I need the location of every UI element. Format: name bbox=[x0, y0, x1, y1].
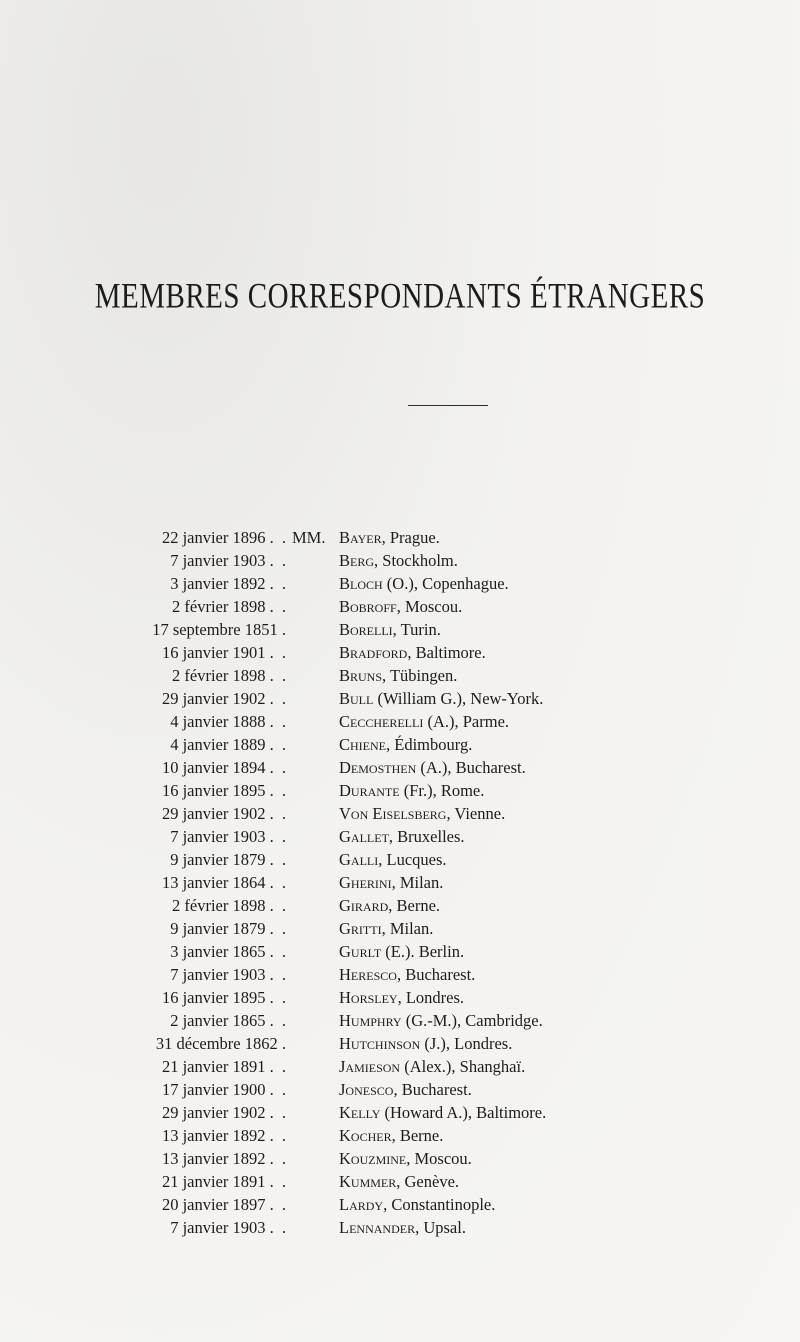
election-date bbox=[118, 986, 288, 1009]
member-name: Bradford bbox=[339, 643, 408, 662]
member-entry bbox=[339, 756, 526, 779]
member-name: Kummer bbox=[339, 1172, 397, 1191]
election-date bbox=[118, 549, 288, 572]
election-date-text: 13 janvier 1892 bbox=[161, 1149, 266, 1168]
member-detail: , Upsal. bbox=[415, 1218, 466, 1237]
election-date bbox=[118, 1078, 288, 1101]
member-detail: , Constantinople. bbox=[383, 1195, 496, 1214]
list-item bbox=[0, 963, 800, 986]
leader-dots: . . bbox=[269, 643, 288, 662]
member-detail: , Berne. bbox=[388, 896, 441, 915]
election-date-text: 17 janvier 1900 bbox=[161, 1080, 266, 1099]
list-item bbox=[0, 1055, 800, 1078]
member-detail: (E.). Berlin. bbox=[381, 942, 465, 961]
member-entry bbox=[339, 1009, 543, 1032]
election-date bbox=[118, 848, 288, 871]
election-date bbox=[118, 710, 288, 733]
leader-dots: . . bbox=[269, 1149, 288, 1168]
election-date-text: 16 janvier 1895 bbox=[161, 988, 266, 1007]
list-item bbox=[0, 825, 800, 848]
member-entry bbox=[339, 779, 484, 802]
leader-dots: . . bbox=[269, 942, 288, 961]
member-name: Kocher bbox=[339, 1126, 392, 1145]
member-detail: , Turin. bbox=[392, 620, 441, 639]
member-detail: (Alex.), Shanghaï. bbox=[400, 1057, 526, 1076]
member-name: Kouzmine bbox=[339, 1149, 407, 1168]
leader-dots: . . bbox=[269, 1011, 288, 1030]
election-date-text: 31 décembre 1862 bbox=[155, 1034, 278, 1053]
leader-dots: . . bbox=[269, 574, 288, 593]
list-item bbox=[0, 1147, 800, 1170]
member-name: Gurlt bbox=[339, 942, 382, 961]
election-date bbox=[118, 664, 288, 687]
list-item bbox=[0, 664, 800, 687]
leader-dots: . . bbox=[269, 1172, 288, 1191]
member-name: Bloch bbox=[339, 574, 383, 593]
member-name: Berg bbox=[339, 551, 375, 570]
member-name: Heresco bbox=[339, 965, 397, 984]
election-date-text: 4 janvier 1888 bbox=[170, 712, 266, 731]
list-item bbox=[0, 917, 800, 940]
member-entry bbox=[339, 894, 440, 917]
member-detail: (J.), Londres. bbox=[420, 1034, 513, 1053]
member-detail: , Bruxelles. bbox=[388, 827, 465, 846]
election-date-text: 21 janvier 1891 bbox=[161, 1057, 266, 1076]
list-item bbox=[0, 1124, 800, 1147]
leader-dots: . . bbox=[269, 827, 288, 846]
member-entry bbox=[339, 871, 443, 894]
member-detail: , Bucharest. bbox=[396, 965, 476, 984]
member-name: Durante bbox=[339, 781, 400, 800]
member-entry bbox=[339, 687, 543, 710]
member-entry bbox=[339, 917, 433, 940]
member-name: Ceccherelli bbox=[339, 712, 424, 731]
election-date bbox=[118, 940, 288, 963]
member-detail: , Vienne. bbox=[446, 804, 506, 823]
member-name: Gherini bbox=[339, 873, 392, 892]
leader-dots: . . bbox=[269, 896, 288, 915]
list-item bbox=[0, 1170, 800, 1193]
leader-dots: . . bbox=[269, 919, 288, 938]
list-item bbox=[0, 894, 800, 917]
member-entry bbox=[339, 618, 441, 641]
member-entry bbox=[339, 1216, 466, 1239]
member-detail: (O.), Copenhague. bbox=[382, 574, 509, 593]
leader-dots: . . bbox=[269, 735, 288, 754]
member-name: Lennander bbox=[339, 1218, 416, 1237]
member-entry bbox=[339, 986, 464, 1009]
election-date-text: 2 février 1898 bbox=[172, 597, 266, 616]
election-date bbox=[118, 733, 288, 756]
member-list bbox=[0, 526, 800, 1239]
list-item bbox=[0, 871, 800, 894]
election-date bbox=[118, 1170, 288, 1193]
election-date-text: 29 janvier 1902 bbox=[161, 1103, 266, 1122]
member-detail: , Stockholm. bbox=[374, 551, 458, 570]
list-item bbox=[0, 940, 800, 963]
member-entry bbox=[339, 710, 509, 733]
member-name: Kelly bbox=[339, 1103, 381, 1122]
member-detail: (A.), Parme. bbox=[423, 712, 510, 731]
title-rule bbox=[408, 405, 488, 406]
list-item bbox=[0, 618, 800, 641]
election-date-text: 13 janvier 1864 bbox=[161, 873, 266, 892]
leader-dots: . . bbox=[269, 1126, 288, 1145]
list-item bbox=[0, 572, 800, 595]
leader-dots: . bbox=[281, 620, 288, 639]
election-date bbox=[118, 687, 288, 710]
leader-dots: . . bbox=[269, 804, 288, 823]
election-date bbox=[118, 618, 288, 641]
leader-dots: . . bbox=[269, 1057, 288, 1076]
member-name: Demosthen bbox=[339, 758, 417, 777]
leader-dots: . . bbox=[269, 666, 288, 685]
member-detail: (William G.), New-York. bbox=[373, 689, 544, 708]
list-item bbox=[0, 1216, 800, 1239]
list-item bbox=[0, 1101, 800, 1124]
leader-dots: . . bbox=[269, 551, 288, 570]
list-item bbox=[0, 1032, 800, 1055]
list-item bbox=[0, 526, 800, 549]
member-name: Bull bbox=[339, 689, 374, 708]
page-title: MEMBRES CORRESPONDANTS ÉTRANGERS bbox=[94, 276, 706, 316]
member-entry bbox=[339, 1147, 472, 1170]
election-date bbox=[118, 1009, 288, 1032]
election-date bbox=[118, 825, 288, 848]
leader-dots: . . bbox=[269, 689, 288, 708]
election-date-text: 17 septembre 1851 bbox=[152, 620, 278, 639]
member-entry bbox=[339, 1032, 512, 1055]
leader-dots: . . bbox=[269, 873, 288, 892]
election-date-text: 13 janvier 1892 bbox=[161, 1126, 266, 1145]
member-detail: , Baltimore. bbox=[407, 643, 486, 662]
election-date-text: 29 janvier 1902 bbox=[161, 689, 266, 708]
election-date-text: 20 janvier 1897 bbox=[161, 1195, 266, 1214]
member-entry bbox=[339, 1055, 525, 1078]
election-date-text: 4 janvier 1889 bbox=[170, 735, 266, 754]
member-name: Horsley bbox=[339, 988, 398, 1007]
member-name: Borelli bbox=[339, 620, 393, 639]
election-date bbox=[118, 595, 288, 618]
election-date-text: 10 janvier 1894 bbox=[161, 758, 266, 777]
member-entry bbox=[339, 641, 486, 664]
honorific-prefix: MM. bbox=[292, 528, 326, 547]
election-date bbox=[118, 1124, 288, 1147]
list-item bbox=[0, 848, 800, 871]
member-detail: , Londres. bbox=[397, 988, 465, 1007]
member-name: Bayer bbox=[339, 528, 382, 547]
member-entry bbox=[339, 963, 475, 986]
election-date-text: 2 février 1898 bbox=[172, 666, 266, 685]
election-date bbox=[118, 1101, 288, 1124]
list-item bbox=[0, 756, 800, 779]
member-detail: (A.), Bucharest. bbox=[416, 758, 526, 777]
member-entry bbox=[339, 664, 457, 687]
member-entry bbox=[339, 595, 462, 618]
member-detail: , Milan. bbox=[381, 919, 434, 938]
election-date-text: 7 janvier 1903 bbox=[170, 551, 266, 570]
member-detail: , Tübingen. bbox=[382, 666, 458, 685]
member-entry bbox=[339, 1193, 495, 1216]
leader-dots: . . bbox=[269, 528, 288, 547]
member-entry bbox=[339, 526, 440, 549]
election-date bbox=[118, 871, 288, 894]
member-detail: , Milan. bbox=[391, 873, 444, 892]
member-name: Chiene bbox=[339, 735, 386, 754]
leader-dots: . . bbox=[269, 850, 288, 869]
election-date bbox=[118, 756, 288, 779]
election-date bbox=[118, 1055, 288, 1078]
member-detail: (G.-M.), Cambridge. bbox=[401, 1011, 543, 1030]
leader-dots: . . bbox=[269, 1103, 288, 1122]
list-item bbox=[0, 779, 800, 802]
member-name: Bobroff bbox=[339, 597, 397, 616]
election-date bbox=[118, 802, 288, 825]
member-name: Von Eiselsberg bbox=[339, 804, 447, 823]
election-date-text: 3 janvier 1892 bbox=[170, 574, 266, 593]
member-entry bbox=[339, 1078, 472, 1101]
leader-dots: . . bbox=[269, 1195, 288, 1214]
member-name: Gallet bbox=[339, 827, 389, 846]
election-date bbox=[118, 1216, 288, 1239]
list-item bbox=[0, 1078, 800, 1101]
member-entry bbox=[339, 1101, 546, 1124]
member-name: Jonesco bbox=[339, 1080, 394, 1099]
member-name: Hutchinson bbox=[339, 1034, 421, 1053]
election-date-text: 16 janvier 1895 bbox=[161, 781, 266, 800]
list-item bbox=[0, 595, 800, 618]
election-date-text: 3 janvier 1865 bbox=[170, 942, 266, 961]
election-date bbox=[118, 963, 288, 986]
member-name: Humphry bbox=[339, 1011, 402, 1030]
member-entry bbox=[339, 733, 472, 756]
election-date bbox=[118, 779, 288, 802]
member-name: Girard bbox=[339, 896, 389, 915]
list-item bbox=[0, 641, 800, 664]
election-date bbox=[118, 894, 288, 917]
election-date bbox=[118, 526, 288, 549]
member-detail: (Howard A.), Baltimore. bbox=[380, 1103, 547, 1122]
member-entry bbox=[339, 802, 505, 825]
leader-dots: . . bbox=[269, 1080, 288, 1099]
election-date-text: 2 janvier 1865 bbox=[170, 1011, 266, 1030]
election-date-text: 21 janvier 1891 bbox=[161, 1172, 266, 1191]
election-date-text: 7 janvier 1903 bbox=[170, 1218, 266, 1237]
member-detail: , Lucques. bbox=[378, 850, 447, 869]
member-detail: , Bucharest. bbox=[393, 1080, 472, 1099]
member-detail: , Berne. bbox=[391, 1126, 444, 1145]
election-date-text: 22 janvier 1896 bbox=[161, 528, 266, 547]
election-date-text: 2 février 1898 bbox=[172, 896, 266, 915]
election-date bbox=[118, 572, 288, 595]
member-entry bbox=[339, 940, 464, 963]
election-date-text: 29 janvier 1902 bbox=[161, 804, 266, 823]
member-name: Galli bbox=[339, 850, 379, 869]
election-date bbox=[118, 1193, 288, 1216]
list-item bbox=[0, 986, 800, 1009]
list-item bbox=[0, 733, 800, 756]
member-detail: (Fr.), Rome. bbox=[399, 781, 485, 800]
election-date bbox=[118, 1147, 288, 1170]
leader-dots: . . bbox=[269, 1218, 288, 1237]
member-detail: , Moscou. bbox=[406, 1149, 472, 1168]
leader-dots: . . bbox=[269, 988, 288, 1007]
election-date-text: 7 janvier 1903 bbox=[170, 827, 266, 846]
list-item bbox=[0, 1009, 800, 1032]
leader-dots: . . bbox=[269, 781, 288, 800]
list-item bbox=[0, 710, 800, 733]
member-entry bbox=[339, 1170, 459, 1193]
member-name: Bruns bbox=[339, 666, 383, 685]
member-detail: , Moscou. bbox=[396, 597, 463, 616]
list-item bbox=[0, 687, 800, 710]
leader-dots: . bbox=[281, 1034, 288, 1053]
member-name: Lardy bbox=[339, 1195, 384, 1214]
leader-dots: . . bbox=[269, 758, 288, 777]
election-date-text: 9 janvier 1879 bbox=[170, 919, 266, 938]
election-date-text: 7 janvier 1903 bbox=[170, 965, 266, 984]
member-name: Jamieson bbox=[339, 1057, 401, 1076]
election-date-text: 9 janvier 1879 bbox=[170, 850, 266, 869]
leader-dots: . . bbox=[269, 597, 288, 616]
list-item bbox=[0, 1193, 800, 1216]
list-item bbox=[0, 802, 800, 825]
member-name: Gritti bbox=[339, 919, 382, 938]
list-item bbox=[0, 549, 800, 572]
election-date bbox=[118, 1032, 288, 1055]
member-entry bbox=[339, 572, 509, 595]
election-date-text: 16 janvier 1901 bbox=[161, 643, 266, 662]
member-entry bbox=[339, 825, 465, 848]
member-detail: , Prague. bbox=[381, 528, 440, 547]
member-detail: , Édimbourg. bbox=[386, 735, 473, 754]
member-entry bbox=[339, 848, 447, 871]
member-entry bbox=[339, 1124, 443, 1147]
leader-dots: . . bbox=[269, 712, 288, 731]
member-entry bbox=[339, 549, 458, 572]
leader-dots: . . bbox=[269, 965, 288, 984]
member-detail: , Genève. bbox=[396, 1172, 460, 1191]
election-date bbox=[118, 641, 288, 664]
election-date bbox=[118, 917, 288, 940]
